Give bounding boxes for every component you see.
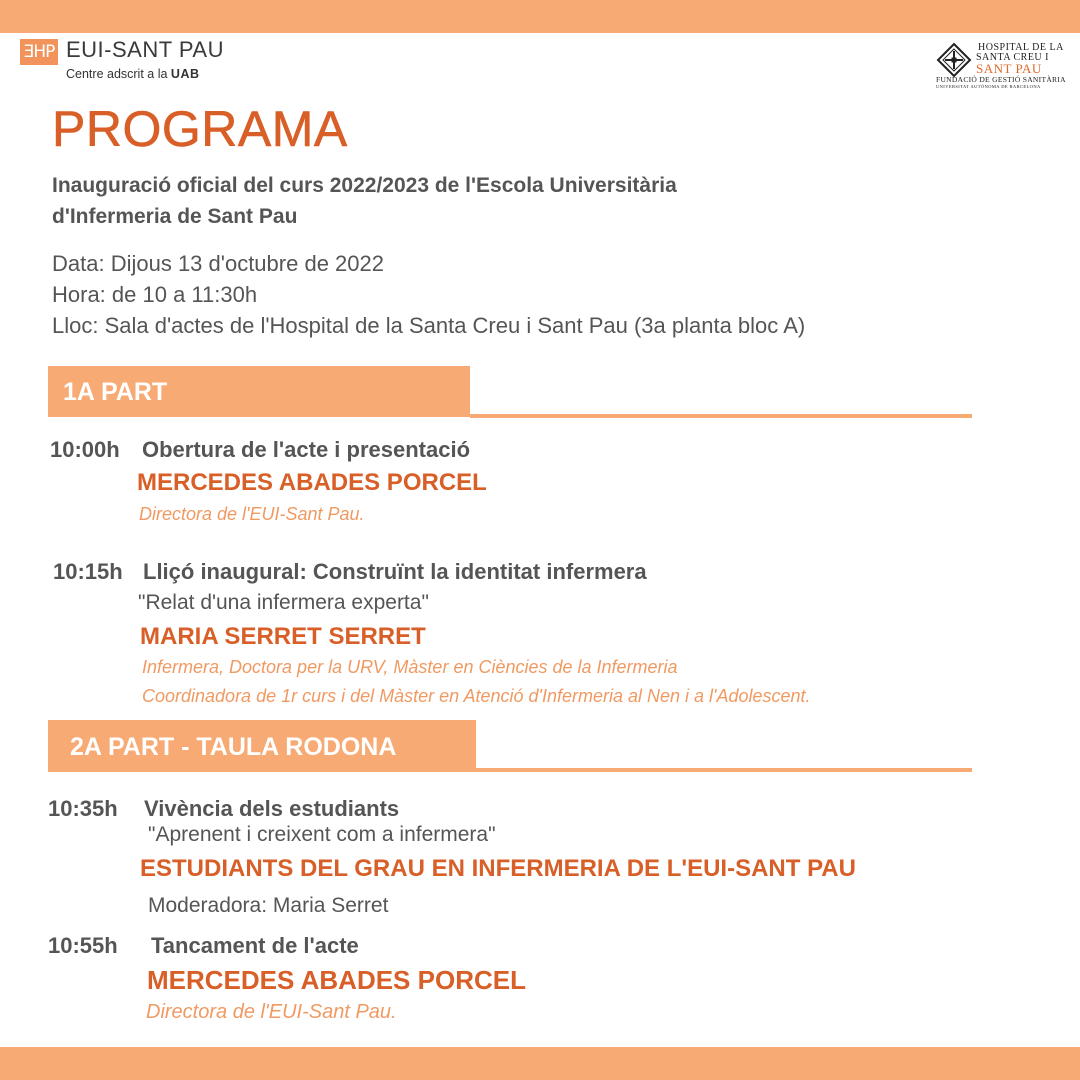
item4-speaker: MERCEDES ABADES PORCEL <box>147 965 526 995</box>
item1-role: Directora de l'EUI-Sant Pau. <box>139 504 365 524</box>
event-time: Hora: de 10 a 11:30h <box>52 282 258 307</box>
item3-quote: "Aprenent i creixent com a infermera" <box>148 823 496 846</box>
hospital-logo-line4: FUNDACIÓ DE GESTIÓ SANITÀRIA <box>936 75 1066 84</box>
item1-speaker: MERCEDES ABADES PORCEL <box>137 469 487 496</box>
uab-brand: UAB <box>170 67 200 81</box>
hospital-emblem-icon <box>936 42 972 78</box>
event-place: Lloc: Sala d'actes de l'Hospital de la Santa Creu i Sant Pau (3a planta bloc A) <box>52 313 806 338</box>
item2-role-line2: Coordinadora de 1r curs i del Màster en Atenció d'Infermeria al Nen i a l'Adolescent. <box>142 686 811 706</box>
item3-speaker: ESTUDIANTS DEL GRAU EN INFERMERIA DE L'EUI-SANT PAU <box>140 855 856 882</box>
hospital-sant-pau-logo <box>936 42 1076 92</box>
bottom-band <box>0 1047 1080 1080</box>
eui-logo-name: EUI-SANT PAU <box>66 37 224 62</box>
hospital-logo-line1: HOSPITAL DE LA <box>978 42 1064 53</box>
item3-time: 10:35h <box>48 796 118 821</box>
section2-label: 2A PART - TAULA RODONA <box>70 733 397 761</box>
item2-quote: "Relat d'una infermera experta" <box>138 591 429 614</box>
item1-time: 10:00h <box>50 437 120 462</box>
hospital-logo-line3: SANT PAU <box>976 61 1042 76</box>
section1-underline <box>470 414 972 418</box>
event-subtitle-line1: Inauguració oficial del curs 2022/2023 de l'Escola Universitària <box>52 174 677 197</box>
event-subtitle <box>52 170 852 232</box>
hospital-logo-line2: SANTA CREU I <box>976 52 1049 63</box>
item3-moderator: Moderadora: Maria Serret <box>148 894 389 917</box>
item4-role: Directora de l'EUI-Sant Pau. <box>146 1001 397 1023</box>
page-title: PROGRAMA <box>52 101 348 157</box>
top-band <box>0 0 1080 33</box>
item2-heading: Lliçó inaugural: Construïnt la identitat infermera <box>143 559 647 584</box>
item2-speaker: MARIA SERRET SERRET <box>140 623 426 650</box>
item1-heading: Obertura de l'acte i presentació <box>142 437 471 462</box>
event-date: Data: Dijous 13 d'octubre de 2022 <box>52 251 384 276</box>
section1-label: 1A PART <box>63 378 168 406</box>
item2-role-line1: Infermera, Doctora per la URV, Màster en Ciències de la Infermeria <box>142 657 678 677</box>
section2-underline <box>476 768 972 772</box>
item4-heading: Tancament de l'acte <box>151 933 359 958</box>
hospital-logo-line5: UNIVERSITAT AUTÒNOMA DE BARCELONA <box>936 84 1041 89</box>
eui-logo-subtitle-prefix: Centre adscrit a la <box>66 67 168 81</box>
eui-logo-mark-icon: ƎHP <box>20 39 58 65</box>
item2-time: 10:15h <box>53 559 123 584</box>
event-subtitle-line2: d'Infermeria de Sant Pau <box>52 205 298 228</box>
item3-heading: Vivència dels estudiants <box>144 796 400 821</box>
item4-time: 10:55h <box>48 933 118 958</box>
eui-logo-subtitle <box>66 67 200 81</box>
event-info <box>52 248 805 341</box>
